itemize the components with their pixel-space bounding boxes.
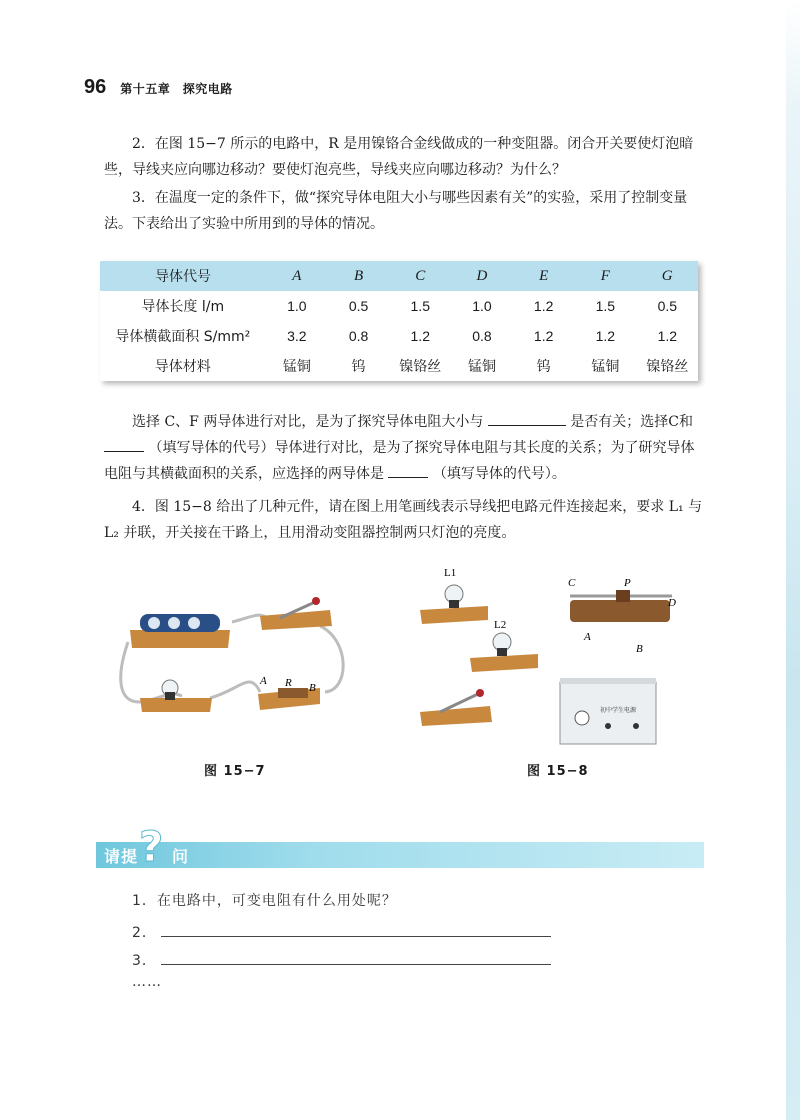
table-cell: 1.2 bbox=[389, 321, 451, 351]
ask-item-2 bbox=[132, 922, 551, 942]
caption-15-7: 图 15−7 bbox=[204, 764, 266, 779]
table-cell: 镍铬丝 bbox=[389, 351, 451, 381]
battery-cell bbox=[148, 617, 160, 629]
label-b: B bbox=[636, 643, 643, 655]
table-row bbox=[100, 291, 698, 321]
table-cell: 0.5 bbox=[636, 291, 698, 321]
table-cell: A bbox=[266, 261, 328, 291]
followup-text: （填写导体的代号）。 bbox=[432, 466, 566, 482]
battery-base bbox=[130, 630, 230, 648]
terminal-icon bbox=[633, 723, 639, 729]
table-cell: 1.0 bbox=[266, 291, 328, 321]
table-cell: 锰铜 bbox=[451, 351, 513, 381]
table-cell: 1.5 bbox=[575, 291, 637, 321]
lamp-l2-base bbox=[470, 654, 538, 672]
answer-blank bbox=[488, 411, 566, 426]
table-cell: 钨 bbox=[328, 351, 390, 381]
table-cell: 1.2 bbox=[575, 321, 637, 351]
switch-base bbox=[420, 706, 492, 726]
power-supply-top bbox=[560, 678, 656, 684]
lamp-l1-base bbox=[420, 606, 488, 624]
label-d: D bbox=[668, 597, 676, 609]
ask-item-1: 1．在电路中，可变电阻有什么用处呢？ bbox=[132, 893, 397, 909]
table-cell: 1.2 bbox=[636, 321, 698, 351]
rheostat-coil bbox=[570, 600, 670, 622]
row-label-code: 导体代号 bbox=[100, 261, 266, 291]
question-4: 4．图 15−8 给出了几种元件，请在图上用笔画线表示导线把电路元件连接起来，要求 L₁ 与 L₂ 并联，开关接在干路上，且用滑动变阻器控制两只灯泡的亮度。 bbox=[104, 499, 703, 541]
chapter-title: 第十五章 探究电路 bbox=[120, 82, 233, 96]
table-cell: G bbox=[636, 261, 698, 291]
terminal-icon bbox=[605, 723, 611, 729]
table-cell: 1.5 bbox=[389, 291, 451, 321]
followup-text: C和 bbox=[668, 414, 693, 430]
circuit-figure-15-7 bbox=[110, 580, 360, 730]
table-cell: 0.5 bbox=[328, 291, 390, 321]
table-cell: 钨 bbox=[513, 351, 575, 381]
bulb-socket bbox=[165, 692, 175, 700]
table-cell: 1.2 bbox=[513, 321, 575, 351]
label-b: B bbox=[309, 682, 316, 694]
ask-item-3 bbox=[132, 950, 551, 970]
followup-text: （填写导体的代号）导体进行对比，是为了探究导体电阻与其长度的关系；为了研究导体电阻与其横截面积的关系，应选择的两导体是 bbox=[104, 440, 695, 482]
row-label-material: 导体材料 bbox=[154, 359, 211, 375]
table-cell: E bbox=[513, 261, 575, 291]
components-figure-15-8 bbox=[410, 562, 710, 752]
table-row bbox=[100, 261, 698, 291]
question-mark-icon: ? bbox=[139, 822, 164, 871]
table-cell: 1.2 bbox=[513, 291, 575, 321]
table-cell: 锰铜 bbox=[266, 351, 328, 381]
followup-text: 是否有关；选择 bbox=[570, 414, 669, 430]
table-row bbox=[100, 321, 698, 351]
page-number: 96 bbox=[84, 76, 107, 98]
table-cell: F bbox=[575, 261, 637, 291]
label-a: A bbox=[260, 675, 267, 687]
table-cell: D bbox=[451, 261, 513, 291]
table-cell: B bbox=[328, 261, 390, 291]
label-a: A bbox=[584, 631, 591, 643]
label-p: P bbox=[624, 577, 631, 589]
table-cell: 锰铜 bbox=[575, 351, 637, 381]
knob-icon bbox=[575, 711, 589, 725]
bulb-socket bbox=[497, 648, 507, 656]
ask-title-a: 请提 bbox=[104, 847, 139, 866]
question-2: 2．在图 15−7 所示的电路中，R 是用镍铬合金线做成的一种变阻器。闭合开关要使灯泡暗些，导线夹应向哪边移动？要使灯泡亮些，导线夹应向哪边移动？为什么？ bbox=[104, 136, 694, 178]
ask-ellipsis: …… bbox=[132, 974, 162, 990]
ask-title-b: 问 bbox=[172, 847, 190, 866]
power-supply-label: 初中学生电源 bbox=[600, 707, 637, 714]
table-cell: 0.8 bbox=[451, 321, 513, 351]
wire bbox=[210, 682, 260, 698]
battery-cell bbox=[168, 617, 180, 629]
question-3-followup bbox=[104, 409, 704, 487]
caption-15-8: 图 15−8 bbox=[527, 764, 589, 779]
rheostat-coil bbox=[278, 688, 308, 698]
conductor-table bbox=[100, 261, 698, 381]
table-cell: 1.0 bbox=[451, 291, 513, 321]
switch-knob bbox=[476, 689, 484, 697]
battery-cell bbox=[188, 617, 200, 629]
row-label-length: 导体长度 l/m bbox=[141, 299, 225, 315]
label-c: C bbox=[568, 577, 576, 589]
lamp-base bbox=[140, 698, 212, 712]
ask-item-number: 3． bbox=[132, 953, 157, 969]
table-cell: 镍铬丝 bbox=[636, 351, 698, 381]
ask-item-number: 2． bbox=[132, 925, 157, 941]
answer-blank bbox=[388, 463, 428, 478]
bulb-socket bbox=[449, 600, 459, 608]
table-cell: 3.2 bbox=[266, 321, 328, 351]
label-l2: L2 bbox=[494, 619, 507, 631]
followup-text: 选择 C、F 两导体进行对比，是为了探究导体电阻大小与 bbox=[132, 414, 484, 430]
wire bbox=[320, 626, 343, 692]
label-r: R bbox=[285, 677, 292, 689]
table-cell: C bbox=[389, 261, 451, 291]
switch-knob bbox=[312, 597, 320, 605]
page-header bbox=[84, 76, 233, 100]
page-edge-tab bbox=[786, 0, 800, 1120]
table-cell: 0.8 bbox=[328, 321, 390, 351]
answer-line bbox=[161, 952, 551, 965]
table-row bbox=[100, 351, 698, 381]
answer-blank bbox=[104, 437, 144, 452]
question-3: 3．在温度一定的条件下，做“探究导体电阻大小与哪些因素有关”的实验，采用了控制变量法。下表给出了实验中所用到的导体的情况。 bbox=[104, 190, 688, 232]
answer-line bbox=[161, 924, 551, 937]
label-l1: L1 bbox=[444, 567, 457, 579]
rheostat-slider bbox=[616, 590, 630, 602]
row-label-area: 导体横截面积 S/mm² bbox=[115, 329, 251, 345]
